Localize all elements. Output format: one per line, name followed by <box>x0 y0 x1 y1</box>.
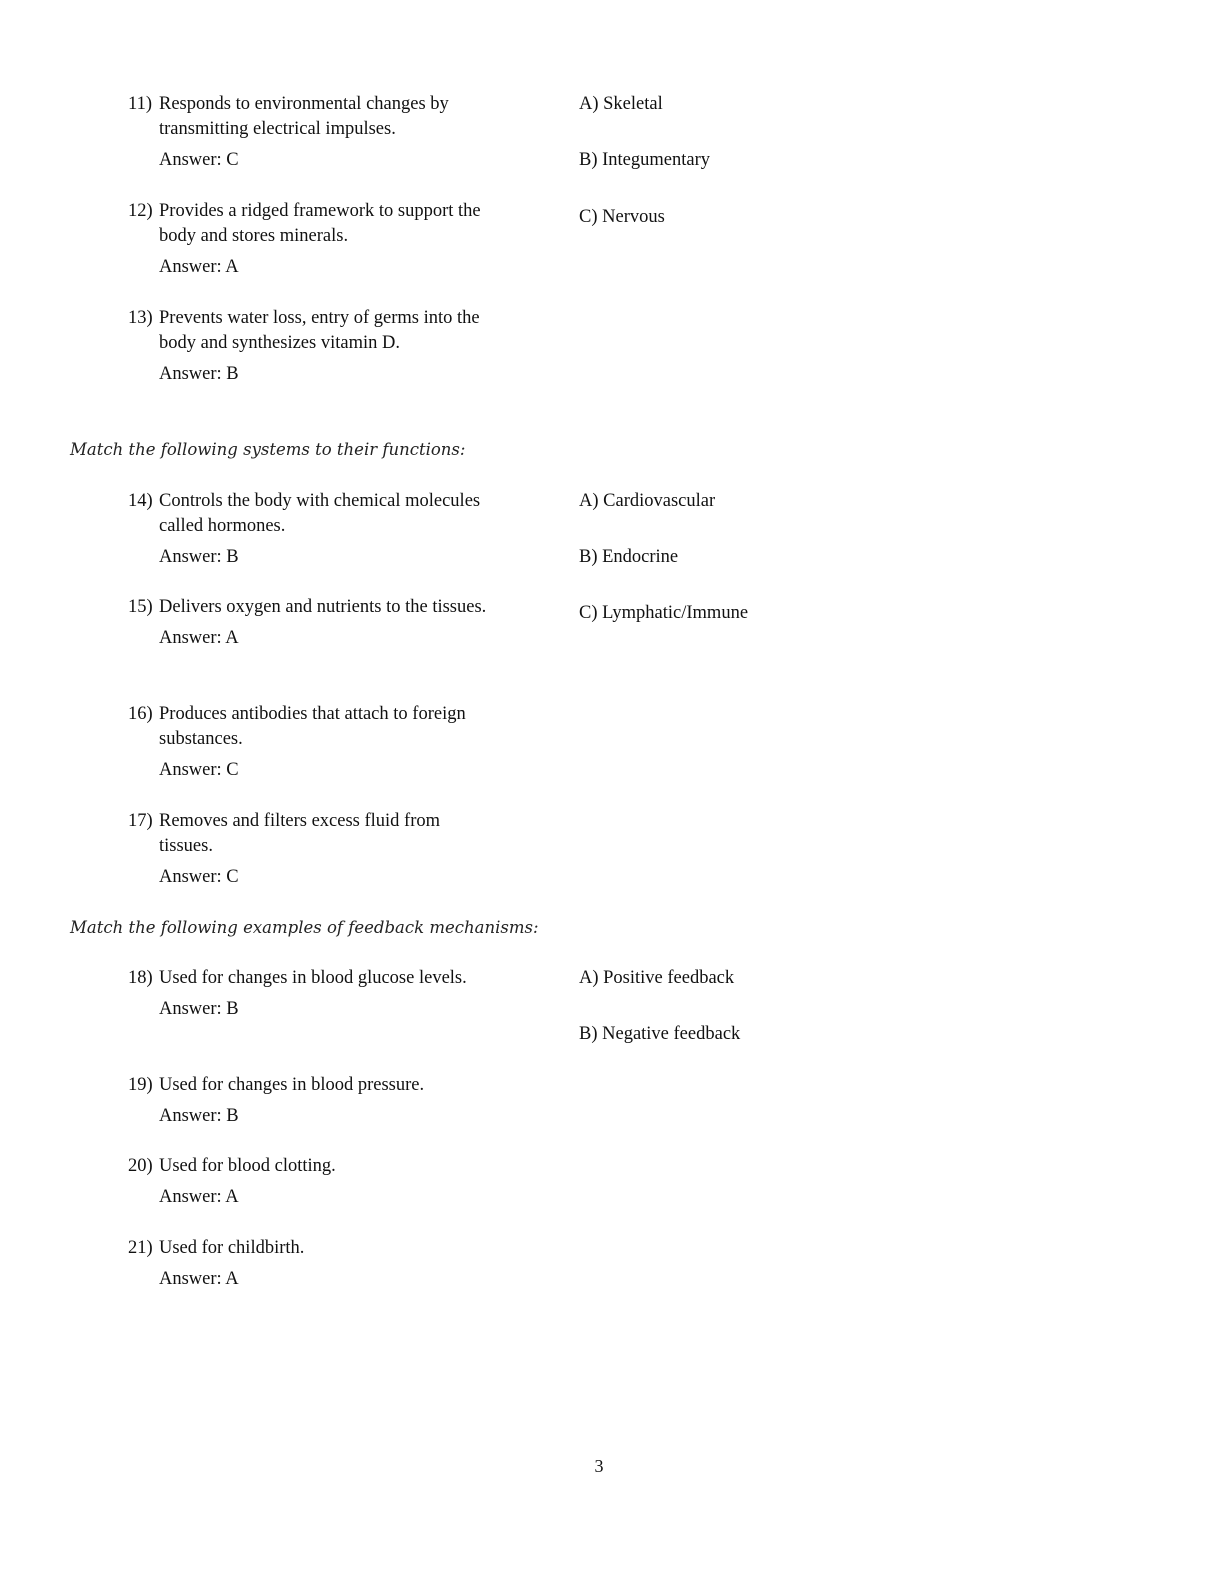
question-text: Used for changes in blood glucose levels. <box>159 968 467 988</box>
answer: Answer: C <box>159 760 239 780</box>
question-number: 13) <box>128 308 153 328</box>
option-lymphatic-immune: C) Lymphatic/Immune <box>579 603 749 623</box>
question-21 <box>128 1236 498 1292</box>
question-number: 20) <box>128 1156 153 1176</box>
question-number: 11) <box>128 94 152 114</box>
question-number: 17) <box>128 811 153 831</box>
option-skeletal: A) Skeletal <box>579 94 663 114</box>
question-text: Provides a ridged framework to support the body and stores minerals. <box>159 201 481 246</box>
answer: Answer: C <box>159 150 239 170</box>
section-heading: Match the following examples of feedback mechanisms: <box>70 918 539 937</box>
question-17 <box>128 809 498 890</box>
section-heading: Match the following systems to their functions: <box>70 440 466 459</box>
question-16 <box>128 702 498 783</box>
option-cardiovascular: A) Cardiovascular <box>579 491 716 511</box>
question-18 <box>128 966 498 1022</box>
question-number: 14) <box>128 491 153 511</box>
option-positive-feedback: A) Positive feedback <box>579 968 735 988</box>
question-number: 18) <box>128 968 153 988</box>
question-19 <box>128 1073 498 1129</box>
page-number: 3 <box>594 1456 604 1476</box>
question-text: Removes and filters excess fluid from tissues. <box>159 811 441 856</box>
question-text: Used for changes in blood pressure. <box>159 1075 425 1095</box>
question-text: Prevents water loss, entry of germs into the body and synthesizes vitamin D. <box>159 308 480 353</box>
question-number: 21) <box>128 1238 153 1258</box>
answer: Answer: B <box>159 1106 239 1126</box>
answer: Answer: A <box>159 628 239 648</box>
question-number: 15) <box>128 597 153 617</box>
question-14 <box>128 489 498 570</box>
question-text: Used for childbirth. <box>159 1238 305 1258</box>
option-endocrine: B) Endocrine <box>579 547 679 567</box>
question-text: Responds to environmental changes by transmitting electrical impulses. <box>159 94 449 139</box>
question-text: Delivers oxygen and nutrients to the tissues. <box>159 597 487 617</box>
question-11 <box>128 92 498 173</box>
option-negative-feedback: B) Negative feedback <box>579 1024 741 1044</box>
question-number: 16) <box>128 704 153 724</box>
question-20 <box>128 1154 498 1210</box>
answer: Answer: A <box>159 257 239 277</box>
answer: Answer: B <box>159 547 239 567</box>
question-number: 19) <box>128 1075 153 1095</box>
answer: Answer: B <box>159 999 239 1019</box>
question-15 <box>128 595 498 651</box>
option-integumentary: B) Integumentary <box>579 150 710 170</box>
question-text: Produces antibodies that attach to foreign substances. <box>159 704 466 749</box>
question-12 <box>128 199 498 280</box>
question-number: 12) <box>128 201 153 221</box>
answer: Answer: B <box>159 364 239 384</box>
answer: Answer: A <box>159 1269 239 1289</box>
option-nervous: C) Nervous <box>579 207 665 227</box>
question-13 <box>128 306 498 387</box>
answer: Answer: A <box>159 1187 239 1207</box>
question-text: Controls the body with chemical molecules called hormones. <box>159 491 481 536</box>
question-text: Used for blood clotting. <box>159 1156 336 1176</box>
answer: Answer: C <box>159 867 239 887</box>
